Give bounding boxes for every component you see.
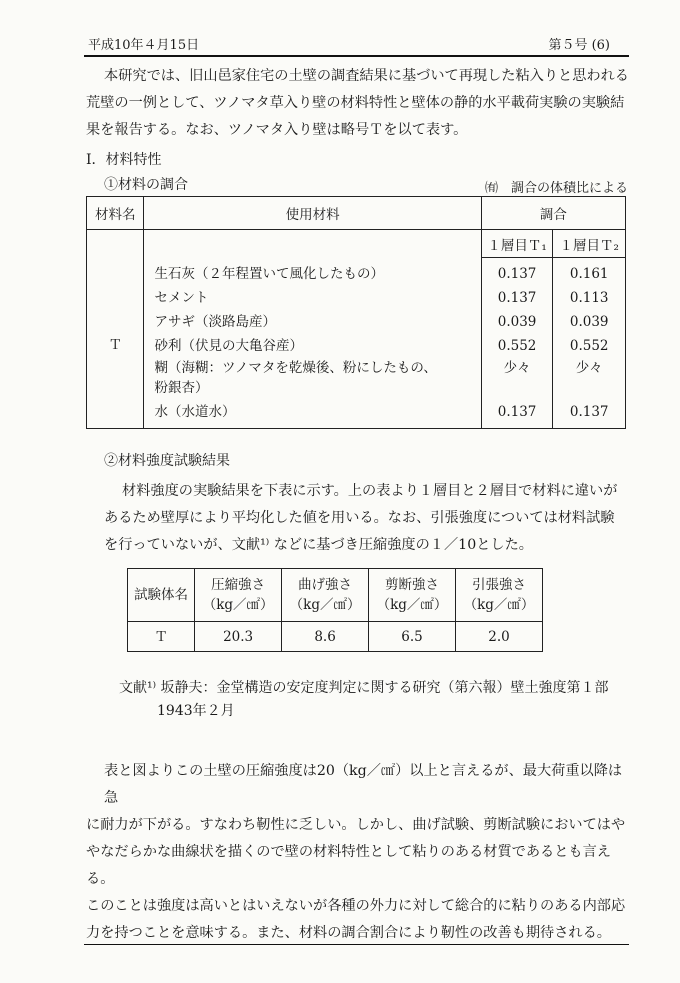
intro-paragraph [86, 63, 631, 144]
conclusion-line: やなだらかな曲線状を描くので壁の材料特性として粘りのある材質であるとも言える。 [86, 844, 611, 887]
mix-value-t2: 0.039 [569, 314, 609, 330]
conclusion-line: に耐力が下がる。すなわち靭性に乏しい。しかし、曲げ試験、剪断試験においてはや [86, 817, 626, 833]
header-date: 平成10年４月15日 [88, 38, 200, 53]
strength-line: 材料強度の実験結果を下表に示す。上の表より１層目と２層目で材料に違いが [122, 483, 618, 499]
strength-cell: Ｔ [128, 622, 195, 652]
intro-line: 果を報告する。なお、ツノマタ入り壁は略号Ｔを以て表す。 [86, 122, 468, 138]
mix-value-t1: 0.552 [497, 338, 537, 354]
strength-subtitle: ②材料強度試験結果 [104, 453, 230, 469]
material-text: 粉銀杏） [154, 379, 209, 396]
header-rule [84, 55, 629, 57]
mix-value-t1: 0.137 [497, 404, 537, 420]
mix-value-t2: 0.552 [569, 338, 609, 354]
strength-paragraph [104, 478, 631, 559]
reference-line: 1943年２月 [157, 703, 235, 719]
intro-line: 荒壁の一例として、ツノマタ草入り壁の材料特性と壁体の静的水平載荷実験の実験結 [86, 95, 625, 111]
mix-value-t1: 0.137 [497, 266, 537, 282]
strength-line: を行っていないが、文献¹⁾ などに基づき圧縮強度の１／10とした。 [104, 537, 533, 553]
header-t1: １層目Ｔ₁ [481, 230, 553, 258]
material-row: 水（水道水） [154, 403, 236, 420]
strength-header: 引張強さ （kg／㎠） [456, 569, 543, 622]
material-text: 糊（海糊：ツノマタを乾燥後、粉にしたもの、 [154, 359, 437, 376]
footer-rule [84, 944, 629, 945]
header-t2: １層目Ｔ₂ [553, 230, 626, 258]
material-row: アサギ（淡路島産） [154, 313, 276, 330]
material-row [144, 358, 480, 400]
mix-value-t2: 0.113 [569, 290, 609, 306]
mix-table [86, 196, 626, 429]
section-heading: Ⅰ．材料特性 [86, 152, 162, 168]
reference-line: 文献¹⁾ 坂静夫：金堂構造の安定度判定に関する研究（第六報）壁土強度第１部 [119, 680, 609, 696]
material-row: セメント [154, 289, 209, 306]
reference [119, 677, 609, 723]
strength-header: 試験体名 [128, 569, 195, 622]
mix-value-t2: 0.137 [569, 404, 609, 420]
strength-header: 曲げ強さ （kg／㎠） [282, 569, 369, 622]
conclusion-line: 表と図よりこの土壁の圧縮強度は20（kg／㎠）以上と言えるが、最大荷重以降は急 [104, 763, 623, 806]
conclusion-line: 力を持つことを意味する。また、材料の調合割合により靭性の改善も期待される。 [86, 925, 611, 941]
mix-value-t1: 0.137 [497, 290, 537, 306]
header-issue: 第５号 (6) [548, 38, 610, 53]
header-materials: 使用材料 [144, 197, 481, 230]
strength-cell: 6.5 [369, 622, 456, 652]
mix-value-t1: 0.039 [497, 314, 537, 330]
mix-note: ㈲ 調合の体積比による [484, 181, 628, 196]
material-row: 生石灰（２年程置いて風化したもの） [154, 265, 384, 282]
strength-cell: 20.3 [195, 622, 282, 652]
mix-value-t1: 少々 [503, 360, 531, 376]
mix-subtitle: ①材料の調合 [104, 177, 188, 193]
header-mix: 調合 [481, 197, 625, 230]
material-row: 砂利（伏見の大亀谷産） [154, 337, 303, 354]
material-name-t: Ｔ [87, 258, 144, 429]
strength-table [127, 568, 543, 652]
strength-header: 圧縮強さ （kg／㎠） [195, 569, 282, 622]
strength-cell: 8.6 [282, 622, 369, 652]
mix-value-t2: 0.161 [569, 266, 609, 282]
intro-line: 本研究では、旧山邑家住宅の土壁の調査結果に基づいて再現した粘入りと思われる [104, 68, 629, 84]
mix-value-t2: 少々 [575, 360, 603, 376]
strength-cell: 2.0 [456, 622, 543, 652]
strength-line: あるため壁厚により平均化した値を用いる。なお、引張強度については材料試験 [104, 510, 615, 526]
strength-header: 剪断強さ （kg／㎠） [369, 569, 456, 622]
header-material-name: 材料名 [87, 197, 144, 230]
conclusion-paragraph [86, 758, 631, 947]
conclusion-line: このことは強度は高いとはいえないが各種の外力に対して総合的に粘りのある内部応 [86, 898, 626, 914]
